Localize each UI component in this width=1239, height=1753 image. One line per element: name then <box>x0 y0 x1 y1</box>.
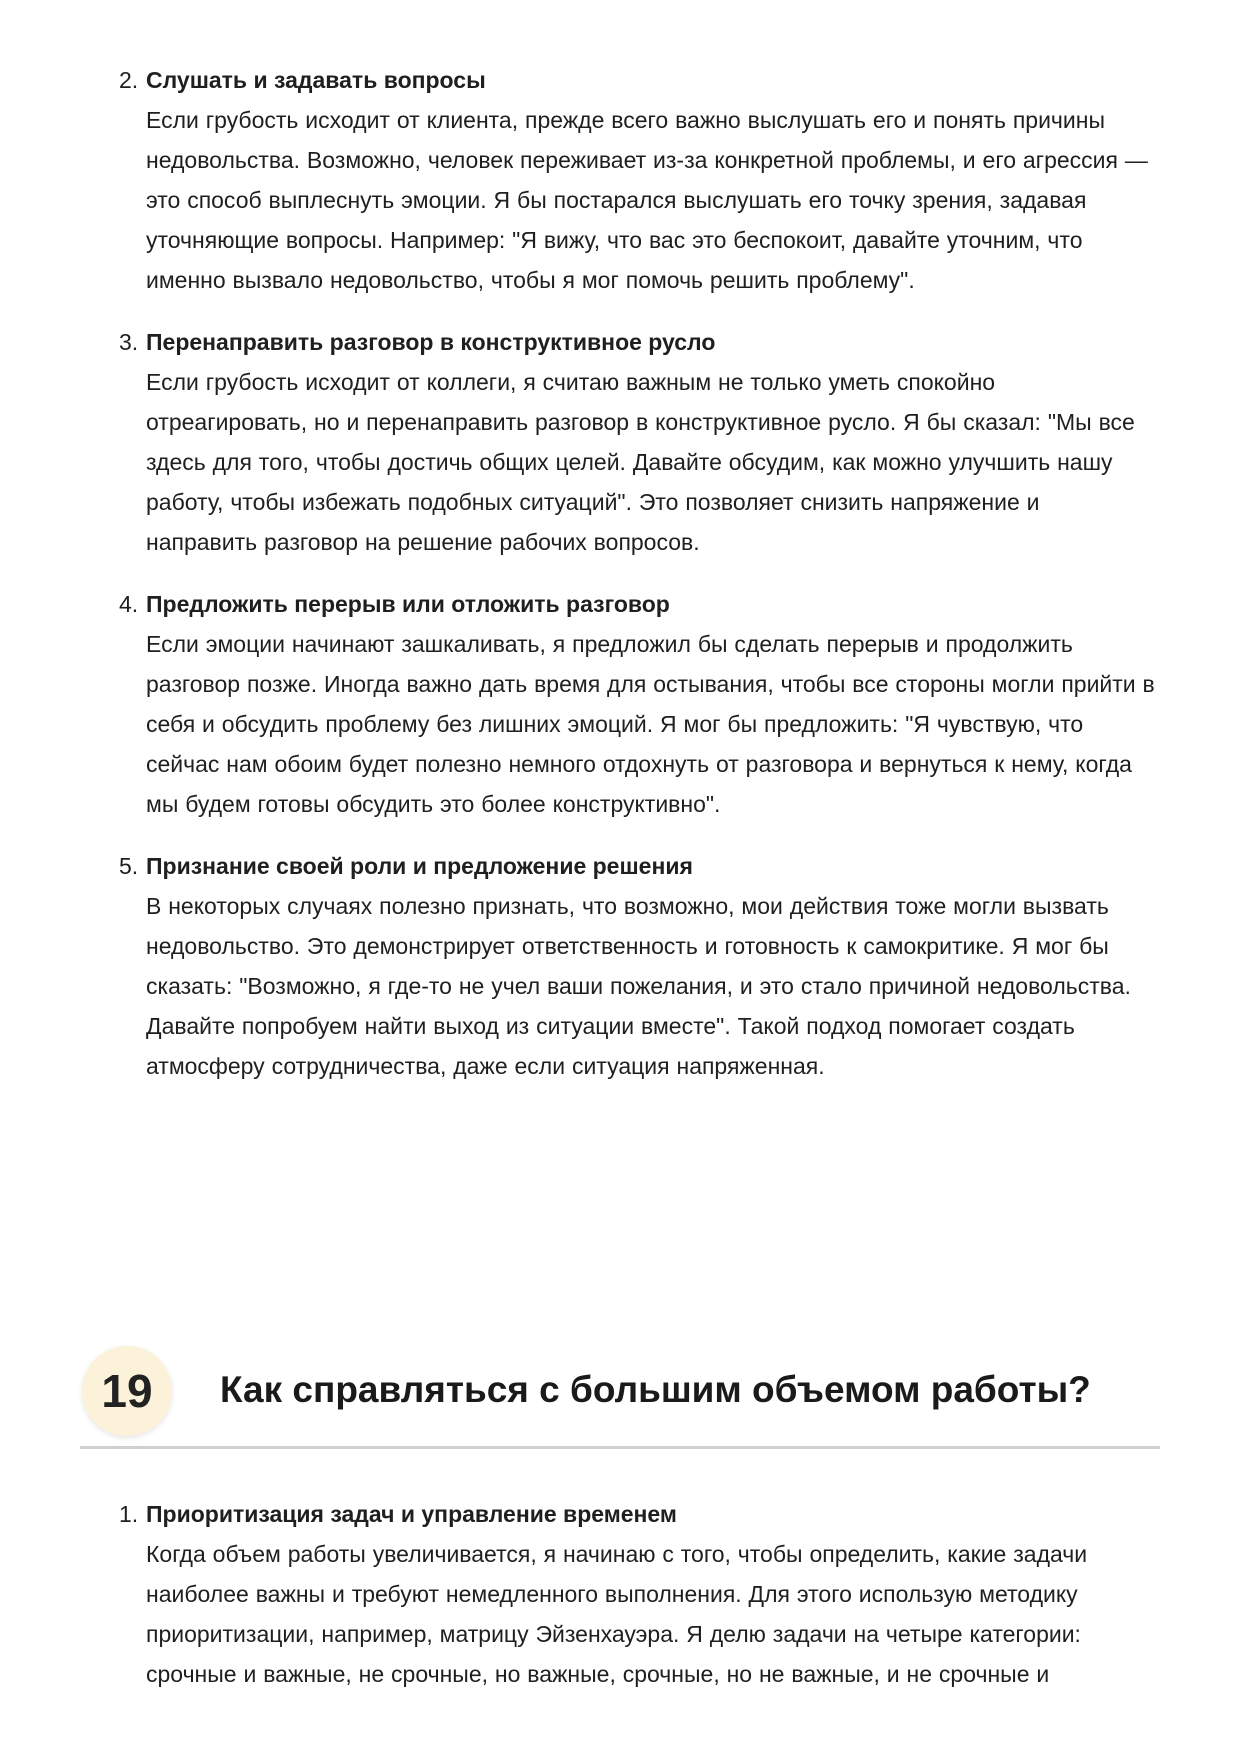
item-body: Если грубость исходит от коллеги, я считаю важным не только уметь спокойно отреагировать, но и перенаправить разговор в конструктивное русло. Я бы сказал: "Мы все здесь для того, чтобы достичь общих целей. Давайте обсудим, как можно улучшить нашу работу, чтобы избежать подобных ситуаций". Это позволяет снизить напряжение и направить разговор на решение рабочих вопросов. <box>146 369 1135 555</box>
item-number: 2. <box>119 67 139 93</box>
list-item <box>116 322 1156 562</box>
answer-list <box>116 1494 1156 1716</box>
item-number: 5. <box>119 853 139 879</box>
item-number: 4. <box>119 591 139 617</box>
item-title: Слушать и задавать вопросы <box>146 67 486 93</box>
item-title: Признание своей роли и предложение решения <box>146 853 693 879</box>
item-body: Если грубость исходит от клиента, прежде всего важно выслушать его и понять причины недовольства. Возможно, человек переживает из-за конкретной проблемы, и его агрессия — это способ выплеснуть эмоции. Я бы постарался выслушать его точку зрения, задавая уточняющие вопросы. Например: "Я вижу, что вас это беспокоит, давайте уточним, что именно вызвало недовольство, чтобы я мог помочь решить проблему". <box>146 107 1148 293</box>
item-body: В некоторых случаях полезно признать, что возможно, мои действия тоже могли вызвать недовольство. Это демонстрирует ответственность и готовность к самокритике. Я мог бы сказать: "Возможно, я где-то не учел ваши пожелания, и это стало причиной недовольства. Давайте попробуем найти выход из ситуации вместе". Такой подход помогает создать атмосферу сотрудничества, даже если ситуация напряженная. <box>146 893 1131 1079</box>
section-title: Как справляться с большим объемом работы? <box>220 1369 1091 1410</box>
section-header <box>80 1346 1160 1449</box>
list-item <box>116 60 1156 300</box>
list-item <box>116 846 1156 1086</box>
item-title: Предложить перерыв или отложить разговор <box>146 591 670 617</box>
answer-list <box>116 60 1156 1108</box>
list-item <box>116 584 1156 824</box>
item-number: 3. <box>119 329 139 355</box>
item-title: Приоритизация задач и управление временем <box>146 1501 677 1527</box>
section-number-badge: 19 <box>82 1346 172 1436</box>
item-number: 1. <box>119 1501 139 1527</box>
item-body: Когда объем работы увеличивается, я начинаю с того, чтобы определить, какие задачи наиболее важны и требуют немедленного выполнения. Для этого использую методику приоритизации, например, матрицу Эйзенхауэра. Я делю задачи на четыре категории: срочные и важные, не срочные, но важные, срочные, но не важные, и не срочные и <box>146 1541 1088 1687</box>
list-item <box>116 1494 1156 1694</box>
item-body: Если эмоции начинают зашкаливать, я предложил бы сделать перерыв и продолжить разговор позже. Иногда важно дать время для остывания, чтобы все стороны могли прийти в себя и обсудить проблему без лишних эмоций. Я мог бы предложить: "Я чувствую, что сейчас нам обоим будет полезно немного отдохнуть от разговора и вернуться к нему, когда мы будем готовы обсудить это более конструктивно". <box>146 631 1155 817</box>
item-title: Перенаправить разговор в конструктивное русло <box>146 329 716 355</box>
